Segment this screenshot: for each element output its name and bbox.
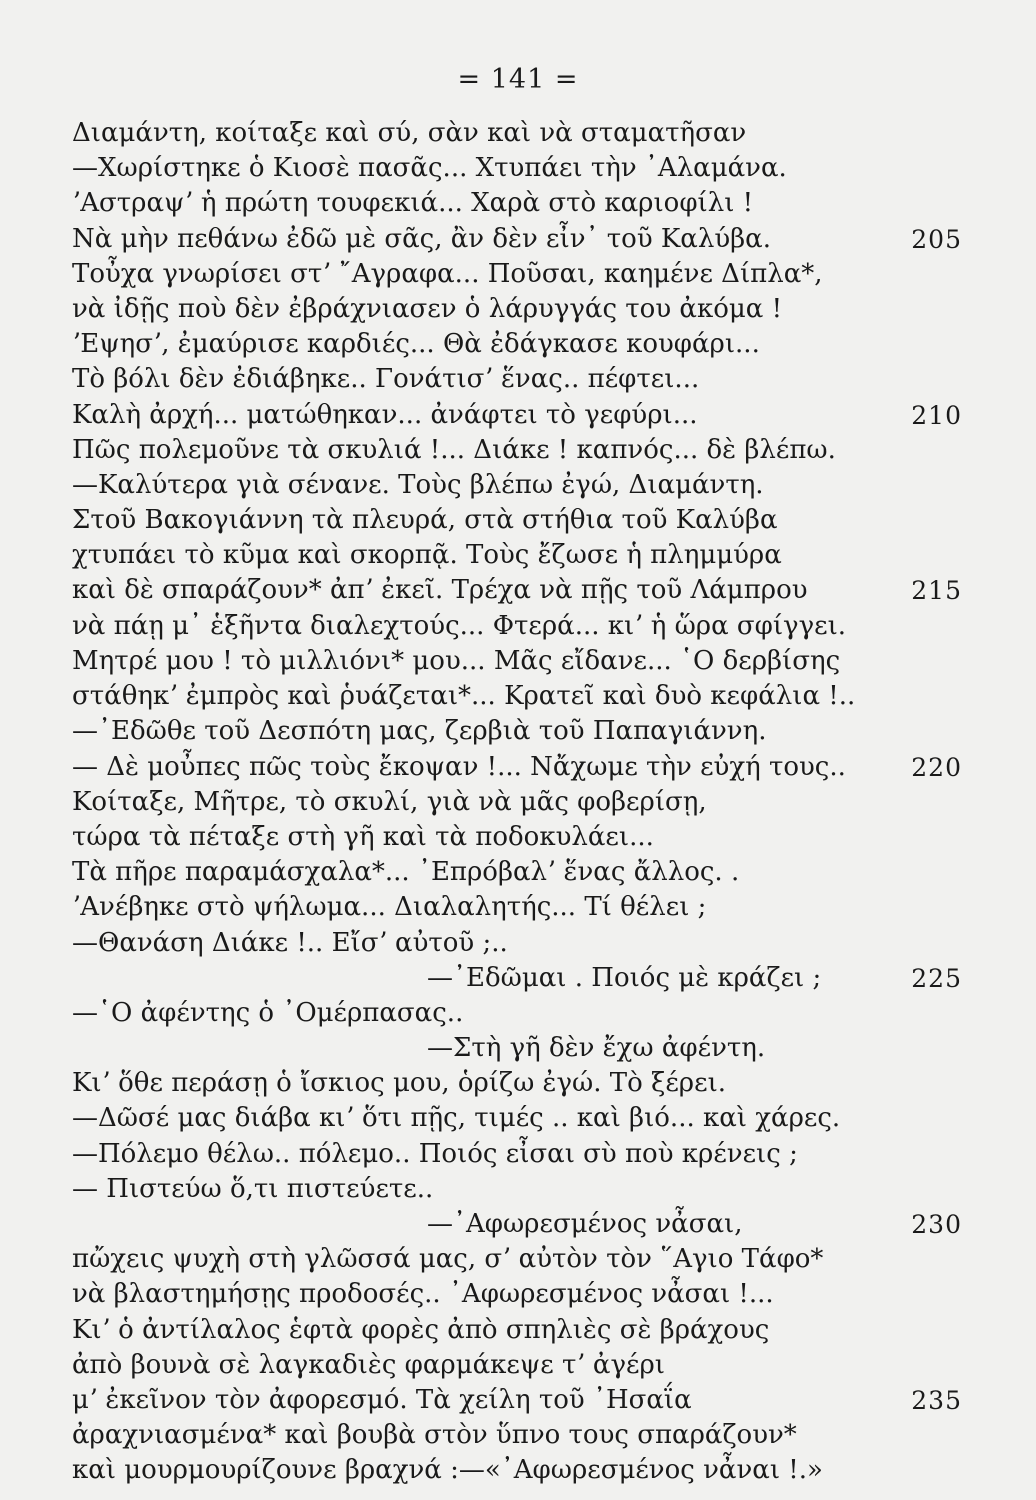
poem-line-text: Μητρέ μου ! τὸ μιλλιόνι* μου... Μᾶς εἴδανε... ῾Ο δερβίσης bbox=[72, 646, 841, 676]
poem-line bbox=[72, 820, 962, 855]
poem-line-text: νὰ πάῃ μ᾿ ἑξῆντα διαλεχτούς... Φτερά... κιʼ ἡ ὥρα σφίγγει. bbox=[72, 610, 847, 641]
poem-line bbox=[72, 679, 962, 714]
poem-line bbox=[72, 1348, 962, 1383]
poem-line-text: πὤχεις ψυχὴ στὴ γλῶσσά μας, σʼ αὐτὸν τὸν ῞Αγιο Τάφο* bbox=[72, 1244, 824, 1275]
poem-line bbox=[72, 961, 962, 996]
poem-line bbox=[72, 503, 962, 538]
poem-line-text: —Πόλεμο θέλω.. πόλεμο.. Ποιός εἶσαι σὺ ποὺ κρένεις ; bbox=[72, 1138, 798, 1169]
poem-line bbox=[72, 1383, 962, 1418]
poem-line-text: νὰ ἰδῇς ποὺ δὲν ἐβράχνιασεν ὁ λάρυγγάς του ἀκόμα ! bbox=[72, 293, 783, 324]
poem-line bbox=[72, 151, 962, 186]
poem-line-text: —Στὴ γῆ δὲν ἔχω ἀφέντη. bbox=[427, 1033, 766, 1064]
poem-line bbox=[72, 1101, 962, 1136]
poem-line bbox=[72, 433, 962, 468]
poem-line-text: καὶ μουρμουρίζουνε βραχνά :—«᾿Αφωρεσμένος νἆναι !.» bbox=[72, 1455, 823, 1486]
poem-line-text: Κιʼ ὅθε περάσῃ ὁ ἴσκιος μου, ὁρίζω ἐγώ. Τὸ ξέρει. bbox=[72, 1068, 727, 1099]
poem-line-text: ἀπὸ βουνὰ σὲ λαγκαδιὲς φαρμάκεψε τʼ ἀγέρι bbox=[72, 1349, 665, 1380]
poem-line-text: —᾿Αφωρεσμένος νἆσαι, bbox=[427, 1209, 743, 1239]
poem-line bbox=[72, 116, 962, 151]
poem-line bbox=[72, 1453, 962, 1488]
poem-line-text: ʼΕψησʼ, ἐμαύρισε καρδιές... Θὰ ἐδάγκασε κουφάρι... bbox=[72, 329, 760, 360]
poem-line-text: —᾿Εδῶμαι . Ποιός μὲ κράζει ; bbox=[427, 962, 822, 993]
poem-line bbox=[72, 186, 962, 221]
line-number: 215 bbox=[911, 576, 962, 606]
poem-line bbox=[72, 1313, 962, 1348]
poem-line bbox=[72, 538, 962, 573]
poem-line-text: χτυπάει τὸ κῦμα καὶ σκορπᾷ. Τοὺς ἔζωσε ἡ πλημμύρα bbox=[72, 540, 782, 571]
poem-line-text: νὰ βλαστημήσῃς προδοσές.. ᾿Αφωρεσμένος νἆσαι !... bbox=[72, 1279, 774, 1310]
poem-line-text: Τὸ βόλι δὲν ἐδιάβηκε.. Γονάτισʼ ἕνας.. πέφτει... bbox=[72, 364, 700, 395]
poem-line bbox=[72, 1066, 962, 1101]
poem-line bbox=[72, 1242, 962, 1277]
poem-line-text: —᾿Εδῶθε τοῦ Δεσπότη μας, ζερβιὰ τοῦ Παπαγιάννη. bbox=[72, 716, 767, 747]
poem-line bbox=[72, 890, 962, 925]
poem-line bbox=[72, 1031, 962, 1066]
poem-line-text: Διαμάντη, κοίταξε καὶ σύ, σὰν καὶ νὰ σταματῆσαν bbox=[72, 118, 747, 148]
poem-line-text: —῾Ο ἀφέντης ὁ ᾿Ομέρπασας.. bbox=[72, 997, 464, 1028]
poem-line bbox=[72, 926, 962, 961]
poem-line-text: —Καλύτερα γιὰ σένανε. Τοὺς βλέπω ἐγώ, Διαμάντη. bbox=[72, 469, 764, 500]
poem-line bbox=[72, 1418, 962, 1453]
stanza-2 bbox=[72, 644, 962, 1489]
poem-line-text: Νὰ μὴν πεθάνω ἐδῶ μὲ σᾶς, ἂν δὲν εἶν᾿ τοῦ Καλύβα. bbox=[72, 223, 772, 254]
poem-line bbox=[72, 609, 962, 644]
poem-line-text: Πῶς πολεμοῦνε τὰ σκυλιά !... Διάκε ! καπνός... δὲ βλέπω. bbox=[72, 434, 836, 465]
poem-line bbox=[72, 292, 962, 327]
poem-line bbox=[72, 327, 962, 362]
poem-line bbox=[72, 257, 962, 292]
line-number: 210 bbox=[911, 400, 962, 430]
poem-line bbox=[72, 398, 962, 433]
poem-line bbox=[72, 855, 962, 890]
poem-line-text: Τοὖχα γνωρίσει στʼ ῎Αγραφα... Ποῦσαι, καημένε Δίπλα*, bbox=[72, 258, 823, 289]
poem-line bbox=[72, 573, 962, 608]
poem-line-text: Κιʼ ὁ ἀντίλαλος ἑφτὰ φορὲς ἀπὸ σπηλιὲς σὲ βράχους bbox=[72, 1314, 770, 1345]
poem-line-text: Κοίταξε, Μῆτρε, τὸ σκυλί, γιὰ νὰ μᾶς φοβερίσῃ, bbox=[72, 786, 707, 817]
poem-line-text: Καλὴ ἀρχή... ματώθηκαν... ἀνάφτει τὸ γεφύρι... bbox=[72, 399, 698, 430]
poem-line bbox=[72, 362, 962, 397]
poem-line-text: ʼΑστραψʼ ἡ πρώτη τουφεκιά... Χαρὰ στὸ καριοφίλι ! bbox=[72, 188, 754, 219]
poem-line-text: —Θανάση Διάκε !.. Εἴσʼ αὐτοῦ ;.. bbox=[72, 927, 508, 958]
poem-line bbox=[72, 1277, 962, 1312]
poem-line-text: τώρα τὰ πέταξε στὴ γῆ καὶ τὰ ποδοκυλάει... bbox=[72, 821, 654, 852]
poem-line-text: — Πιστεύω ὅ,τι πιστεύετε.. bbox=[72, 1173, 434, 1204]
poem-line-text: καὶ δὲ σπαράζουν* ἀπʼ ἐκεῖ. Τρέχα νὰ πῇς τοῦ Λάμπρου bbox=[72, 575, 808, 606]
line-number: 205 bbox=[911, 224, 962, 254]
line-number: 230 bbox=[911, 1210, 962, 1239]
poem-line-text: —Χωρίστηκε ὁ Κιοσὲ πασᾶς... Χτυπάει τὴν ᾿Αλαμάνα. bbox=[72, 153, 787, 184]
poem-line bbox=[72, 1172, 962, 1207]
poem-line-text: Στοῦ Βακογιάννη τὰ πλευρά, στὰ στήθια τοῦ Καλύβα bbox=[72, 505, 778, 536]
poem-line bbox=[72, 785, 962, 820]
poem-line-text: στάθηκʼ ἐμπρὸς καὶ ῥυάζεται*... Κρατεῖ καὶ δυὸ κεφάλια !.. bbox=[72, 681, 856, 712]
poem-line-text: ἀραχνιασμένα* καὶ βουβὰ στὸν ὕπνο τους σπαράζουν* bbox=[72, 1420, 797, 1451]
line-number: 225 bbox=[911, 963, 962, 993]
poem-line bbox=[72, 1207, 962, 1242]
poem-line bbox=[72, 996, 962, 1031]
poem-line-text: μʼ ἐκεῖνον τὸν ἀφορεσμό. Τὰ χείλη τοῦ ᾿Ησαΐα bbox=[72, 1384, 692, 1415]
poem-line bbox=[72, 222, 962, 257]
poem-line-text: Τὰ πῆρε παραμάσχαλα*... ᾿Επρόβαλʼ ἕνας ἄλλος. . bbox=[72, 857, 740, 888]
poem-line bbox=[72, 1137, 962, 1172]
poem-line bbox=[72, 750, 962, 785]
poem-line bbox=[72, 644, 962, 679]
line-number: 235 bbox=[911, 1385, 962, 1415]
line-number: 220 bbox=[911, 752, 962, 782]
poem-line-text: — Δὲ μοὖπες πῶς τοὺς ἔκοψαν !... Νἄχωμε τὴν εὐχή τους.. bbox=[72, 751, 846, 782]
poem-line bbox=[72, 468, 962, 503]
page-number: = 141 = bbox=[457, 64, 579, 95]
poem-line bbox=[72, 714, 962, 749]
stanza-1 bbox=[72, 116, 962, 644]
poem-line-text: ʼΑνέβηκε στὸ ψήλωμα... Διαλαλητής... Τί θέλει ; bbox=[72, 892, 707, 923]
poem-line-text: —Δῶσέ μας διάβα κιʼ ὅτι πῇς, τιμές .. καὶ βιό... καὶ χάρες. bbox=[72, 1103, 841, 1134]
